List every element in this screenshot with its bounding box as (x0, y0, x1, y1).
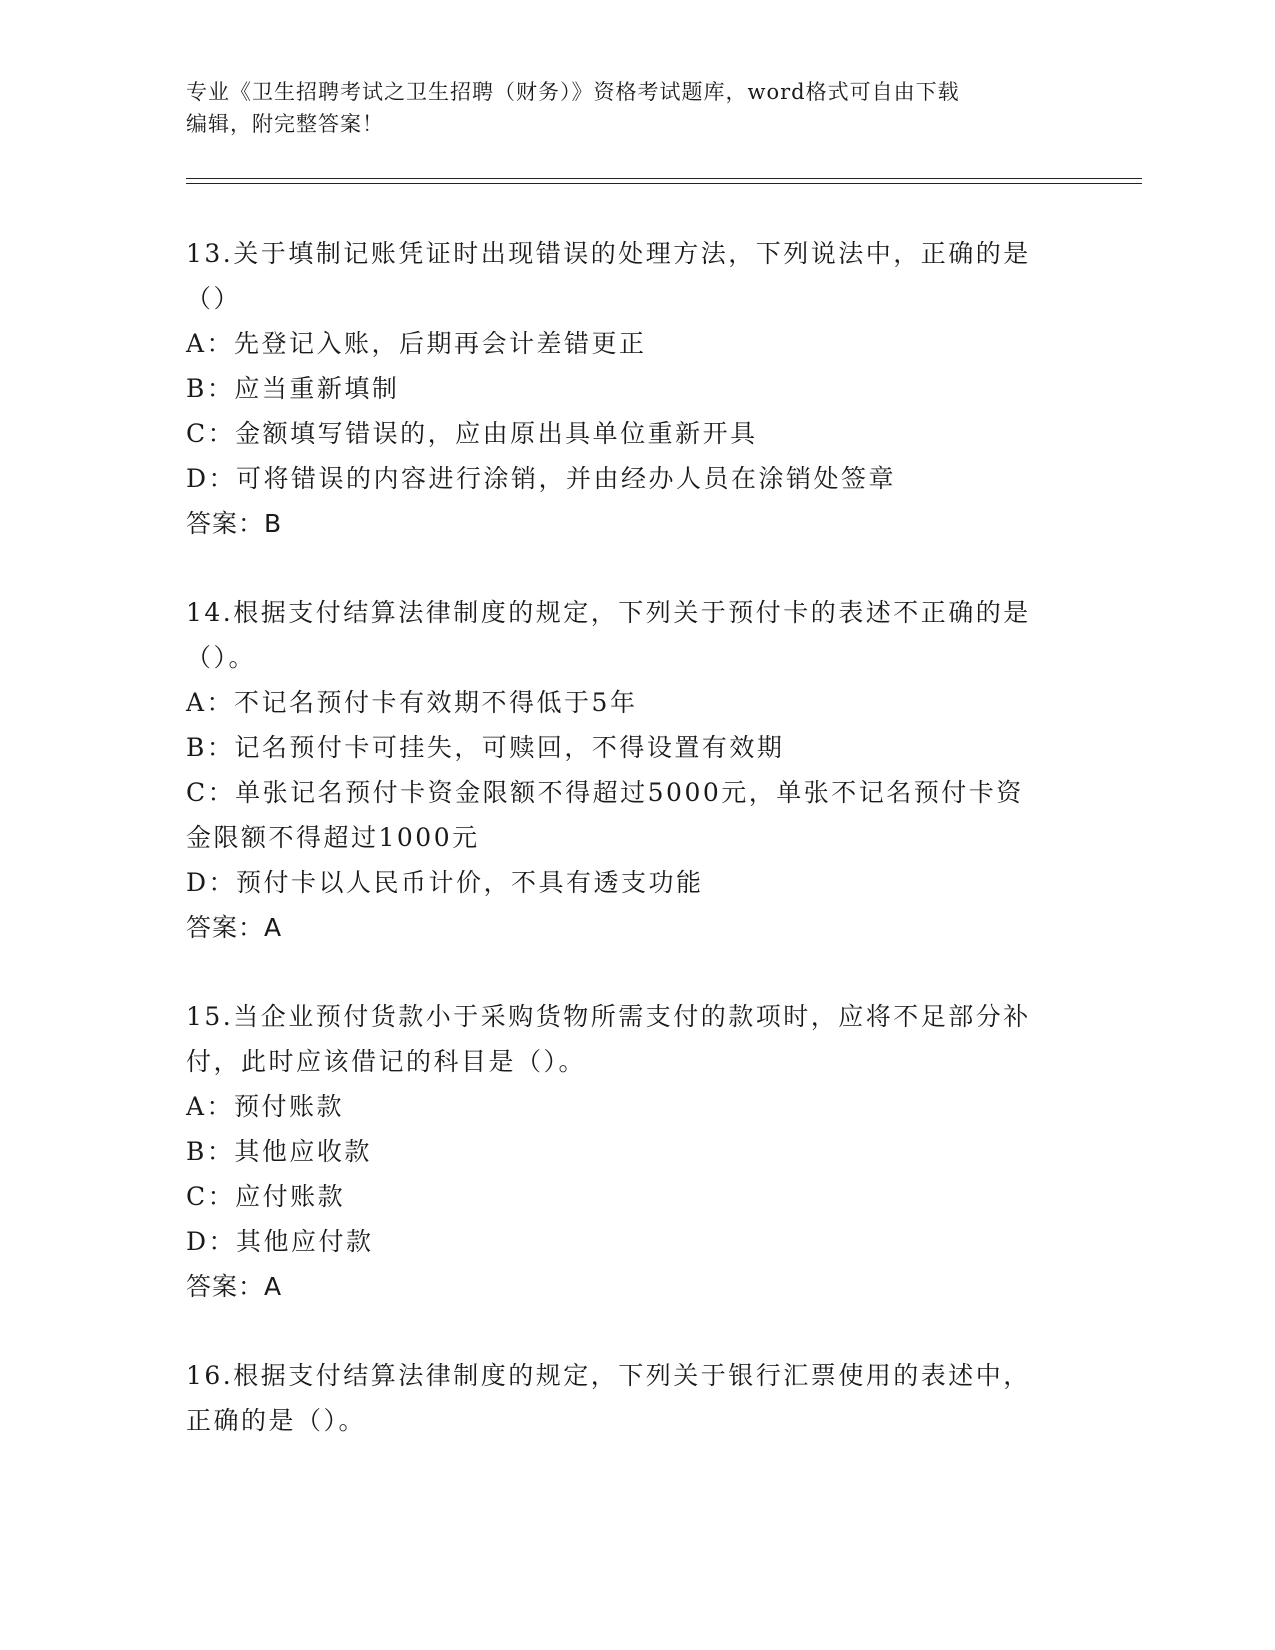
option-d: D：可将错误的内容进行涂销，并由经办人员在涂销处签章 (186, 464, 897, 493)
header-divider-bottom (186, 183, 1142, 184)
question-stem: 付，此时应该借记的科目是（）。 (186, 1047, 587, 1076)
question-14 (186, 590, 1086, 950)
option-d: D：预付卡以人民币计价，不具有透支功能 (186, 868, 704, 897)
option-d: D：其他应付款 (186, 1227, 374, 1256)
option-a: A：预付账款 (186, 1092, 345, 1121)
option-b: B：应当重新填制 (186, 374, 400, 403)
header-line-1: 专业《卫生招聘考试之卫生招聘（财务）》资格考试题库，word格式可自由下载 (186, 80, 960, 104)
question-13 (186, 231, 1086, 546)
question-stem: 13.关于填制记账凭证时出现错误的处理方法，下列说法中，正确的是 (186, 239, 1031, 268)
option-b: B：记名预付卡可挂失，可赎回，不得设置有效期 (186, 733, 785, 762)
option-c: C：应付账款 (186, 1182, 346, 1211)
answer: 答案：A (186, 1272, 283, 1301)
header-divider-top (186, 178, 1142, 179)
option-b: B：其他应收款 (186, 1137, 372, 1166)
header-line-2: 编辑，附完整答案！ (186, 112, 384, 136)
question-stem: （） (186, 284, 242, 313)
question-15 (186, 994, 1086, 1309)
question-stem: 16.根据支付结算法律制度的规定，下列关于银行汇票使用的表述中， (186, 1361, 1031, 1390)
question-16 (186, 1353, 1086, 1443)
option-a: A：不记名预付卡有效期不得低于5年 (186, 688, 638, 717)
answer: 答案：B (186, 509, 283, 538)
question-list (186, 231, 1086, 1487)
answer: 答案：A (186, 913, 283, 942)
option-c: C：单张记名预付卡资金限额不得超过5000元，单张不记名预付卡资 (186, 778, 1024, 807)
question-stem: （）。 (186, 643, 257, 672)
question-stem: 15.当企业预付货款小于采购货物所需支付的款项时，应将不足部分补 (186, 1002, 1031, 1031)
option-c: C：金额填写错误的，应由原出具单位重新开具 (186, 419, 758, 448)
option-c-continued: 金限额不得超过1000元 (186, 823, 480, 852)
document-header (186, 76, 1086, 140)
question-stem: 正确的是（）。 (186, 1406, 367, 1435)
option-a: A：先登记入账，后期再会计差错更正 (186, 329, 647, 358)
question-stem: 14.根据支付结算法律制度的规定，下列关于预付卡的表述不正确的是 (186, 598, 1031, 627)
